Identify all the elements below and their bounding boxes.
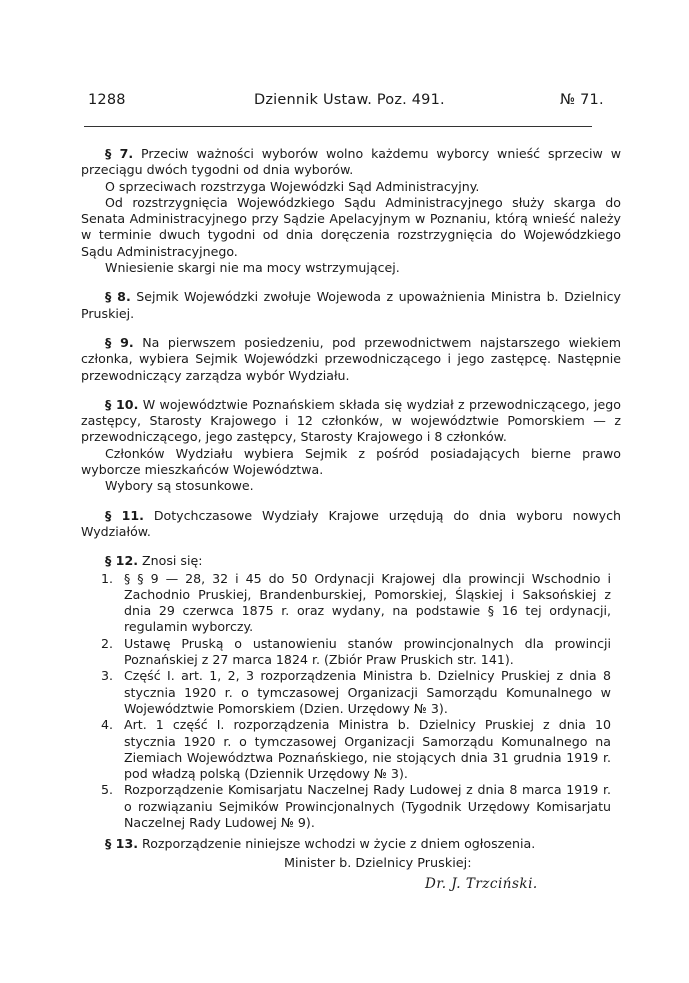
section-10-paragraph: Wybory są stosunkowe. xyxy=(105,478,254,494)
section-text: Rozporządzenie niniejsze wchodzi w życie z dniem ogłoszenia. xyxy=(142,836,536,852)
list-item xyxy=(81,717,621,782)
section-number: § 9. xyxy=(105,334,134,350)
section-number: § 10. xyxy=(105,396,139,412)
list-item xyxy=(81,668,621,717)
page-number: 1288 xyxy=(88,92,126,108)
section-7-paragraph: Wniesienie skargi nie ma mocy wstrzymującej. xyxy=(105,260,400,276)
document-body xyxy=(81,146,621,853)
list-item-number: 3. xyxy=(100,668,113,684)
signature-title: Minister b. Dzielnicy Pruskiej: xyxy=(284,856,472,871)
section-text: W województwie Poznańskiem składa się wydział z przewodniczącego, jego zastępcy, Starosty Krajowego i 12 członków, w województwie Pomorskiem — z przewodniczącego, jego zastępcy, Starosty Krajowego i 8 członków. xyxy=(81,396,621,445)
list-item-number: 4. xyxy=(100,717,113,733)
section-7-paragraph: Od rozstrzygnięcia Wojewódzkiego Sądu Administracyjnego służy skarga do Senata Administracyjnego przy Sądzie Apelacyjnym w Poznaniu, którą wnieść należy w terminie dwuch tygodni od dnia doręczenia rozstrzygnięcia do Wojewódzkiego Sądu Administracyjnego. xyxy=(81,194,621,259)
section-text: Znosi się: xyxy=(142,553,203,569)
list-item-text: Rozporządzenie Komisarjatu Naczelnej Rady Ludowej z dnia 8 marca 1919 r. o rozwiązaniu Sejmików Prowincjonalnych (Tygodnik Urzędowy Komisarjatu Naczelnej Rady Ludowej № 9). xyxy=(124,782,611,830)
issue-number: № 71. xyxy=(560,92,604,108)
section-text: Przeciw ważności wyborów wolno każdemu wyborcy wnieść sprzeciw w przeciągu dwóch tygodni od dnia wyborów. xyxy=(81,146,621,178)
list-item-number: 5. xyxy=(100,782,113,798)
section-number: § 11. xyxy=(105,507,144,523)
list-item xyxy=(81,571,621,636)
list-item-text: Art. 1 część I. rozporządzenia Ministra b. Dzielnicy Pruskiej z dnia 10 stycznia 1920 r. o tymczasowej Organizacji Samorządu Komunalnego na Ziemiach Województwa Poznańskiego, nie stojących dnia 31 grudnia 1919 r. pod władzą polską (Dziennik Urzędowy № 3). xyxy=(124,717,611,782)
section-12 xyxy=(81,553,621,569)
section-10 xyxy=(81,397,621,446)
section-text: Sejmik Wojewódzki zwołuje Wojewoda z upoważnienia Ministra b. Dzielnicy Pruskiej. xyxy=(81,289,621,321)
signature-name: Dr. J. Trzciński. xyxy=(425,876,538,892)
repealed-acts-list xyxy=(81,571,621,832)
header-rule xyxy=(84,126,592,127)
section-7 xyxy=(81,146,621,179)
section-10-paragraph: Członków Wydziału wybiera Sejmik z pośród posiadających bierne prawo wyborcze mieszkańców Województwa. xyxy=(81,445,621,478)
list-item-number: 1. xyxy=(100,570,113,586)
section-11 xyxy=(81,508,621,541)
section-text: Na pierwszem posiedzeniu, pod przewodnictwem najstarszego wiekiem członka, wybiera Sejmik Wojewódzki przewodniczącego i jego zastępcę. Następnie przewodniczący zarządza wybór Wydziału. xyxy=(81,334,621,383)
section-number: § 8. xyxy=(105,289,131,305)
section-7-paragraph: O sprzeciwach rozstrzyga Wojewódzki Sąd Administracyjny. xyxy=(105,178,480,194)
section-number: § 12. xyxy=(105,553,138,569)
section-13 xyxy=(81,836,621,852)
list-item xyxy=(81,782,621,831)
list-item-text: § § 9 — 28, 32 i 45 do 50 Ordynacji Krajowej dla prowincji Wschodnio i Zachodnio Pruskiej, Brandenburskiej, Pomorskiej, Śląskiej i Saksońskiej z dnia 29 czerwca 1875 r. oraz wydany, na podstawie § 16 tej ordynacji, regulamin wyborczy. xyxy=(124,570,611,635)
journal-title: Dziennik Ustaw. Poz. 491. xyxy=(254,92,445,108)
list-item-number: 2. xyxy=(100,635,113,651)
section-number: § 7. xyxy=(105,146,134,161)
section-number: § 13. xyxy=(105,836,138,852)
section-8 xyxy=(81,289,621,322)
list-item-text: Ustawę Pruską o ustanowieniu stanów prowincjonalnych dla prowincji Poznańskiej z 27 marca 1824 r. (Zbiór Praw Pruskich str. 141). xyxy=(124,635,611,668)
section-text: Dotychczasowe Wydziały Krajowe urzędują do dnia wyboru nowych Wydziałów. xyxy=(81,507,621,539)
list-item xyxy=(81,636,621,669)
list-item-text: Część I. art. 1, 2, 3 rozporządzenia Ministra b. Dzielnicy Pruskiej z dnia 8 stycznia 1920 r. o tymczasowej Organizacji Samorządu Komunalnego w Województwie Pomorskiem (Dzien. Urzędowy № 3). xyxy=(124,668,611,716)
section-9 xyxy=(81,335,621,384)
